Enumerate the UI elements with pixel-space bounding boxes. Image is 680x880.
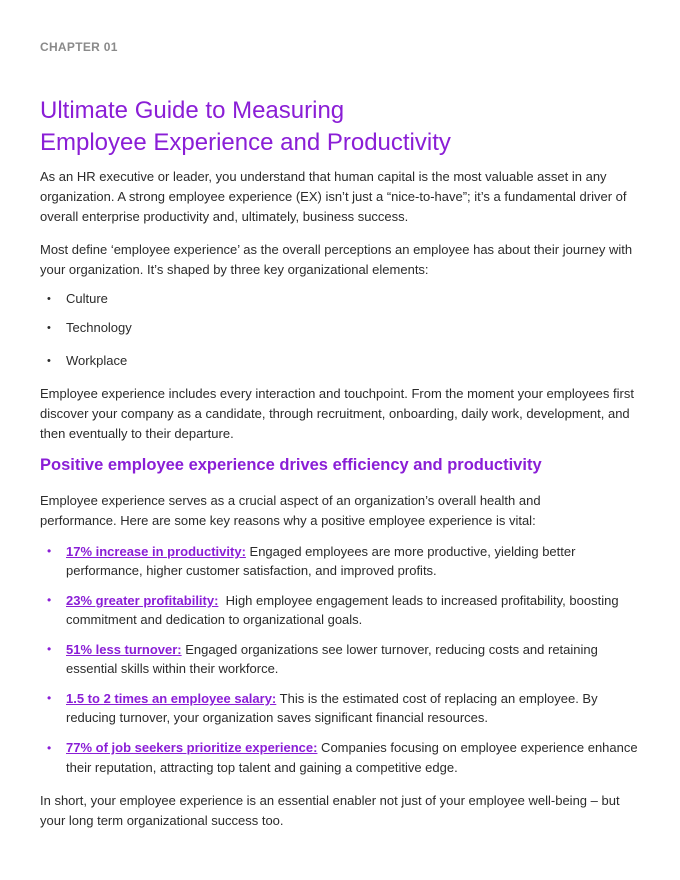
stat-link[interactable]: 17% increase in productivity: — [66, 544, 246, 559]
bullet-icon: • — [47, 322, 51, 334]
stat-text: Companies focusing on employee experience enhance their reputation, attracting top talent and gaining a competitive edge. — [66, 740, 638, 775]
stat-text: High employee engagement leads to increased profitability, boosting commitment and dedication to organizational goals. — [66, 593, 623, 627]
page-title-line-1: Ultimate Guide to Measuring — [40, 97, 345, 124]
bullet-icon: • — [47, 293, 51, 305]
bullet-icon: • — [47, 355, 51, 367]
touchpoint-paragraph: Employee experience includes every interaction and touchpoint. From the moment your employees first discover your company as a candidate, through recruitment, onboarding, daily work, development, and then eventually to their departure. — [40, 386, 634, 441]
section-intro-paragraph: Employee experience serves as a crucial aspect of an organization’s overall health and performance. Here are some key reasons why a positive employee experience is vital: — [40, 493, 541, 528]
document-page: CHAPTER 01 Ultimate Guide to Measuring Employee Experience and Productivity As an HR executive or leader, you understand that human capital is the most valuable asset in any organization. A strong employee experience (EX) isn’t just a “nice-to-have”; it’s a fundamental driver of overall enterprise productivity and, ultimately, business success. Most define ‘employee experience’ as the overall perceptions an employee has about their journey with your organization. It’s shaped by three key organizational elements: • Culture • Technology • Workplace Employee experience includes every interaction and touchpoint. From the moment your employees first discover your company as a candidate, through recruitment, onboarding, daily work, development, and then eventually to their departure. Positive employee experience drives efficiency and productivity Employee experience serves as a crucial aspect of an organization’s overall health and performance. Here are some key reasons why a positive employee experience is vital: • 17% increase in productivity: Engaged employees are more productive, yielding better performance, higher customer satisfaction, and improved profits. • 23% greater profitability: High employee engagement leads to increased profitability, boosting commitment and dedication to organizational goals. • 51% less turnover: Engaged organizations see lower turnover, reducing costs and retaining essential skills within their workforce. • 1.5 to 2 times an employee salary: This is the estimated cost of replacing an employee. By reducing turnover, your organization saves significant financial resources. • 77% of job seekers prioritize experience: Companies focusing on employee experience enhance their reputation, attracting top talent and gaining a competitive edge. In short, your employee experience is an essential enabler not just of your employee well-being – but your long term organizational success too. — [0, 0, 680, 880]
section-heading: Positive employee experience drives efficiency and productivity — [40, 456, 542, 474]
stat-link[interactable]: 77% of job seekers prioritize experience: — [66, 740, 318, 755]
stat-text: This is the estimated cost of replacing an employee. By reducing turnover, your organization saves significant financial resources. — [66, 691, 598, 725]
page-title — [40, 95, 451, 159]
stat-link[interactable]: 51% less turnover: — [66, 642, 182, 657]
stat-link[interactable]: 1.5 to 2 times an employee salary: — [66, 691, 277, 706]
bullet-icon: • — [47, 544, 52, 558]
chapter-label: CHAPTER 01 — [40, 40, 118, 54]
definition-paragraph: Most define ‘employee experience’ as the overall perceptions an employee has about their journey with your organization. It’s shaped by three key organizational elements: — [40, 242, 633, 277]
bullet-icon: • — [47, 691, 52, 705]
bullet-icon: • — [47, 642, 52, 656]
page-title-line-2: Employee Experience and Productivity — [40, 129, 451, 156]
intro-paragraph: As an HR executive or leader, you understand that human capital is the most valuable asset in any organization. A strong employee experience (EX) isn’t just a “nice-to-have”; it’s a fundamental driver of overall enterprise productivity and, ultimately, business success. — [40, 169, 627, 224]
stat-text: Engaged organizations see lower turnover, reducing costs and retaining essential skills within their workforce. — [66, 642, 598, 676]
closing-paragraph: In short, your employee experience is an essential enabler not just of your employee well-being – but your long term organizational success too. — [40, 793, 620, 828]
bullet-icon: • — [47, 593, 52, 607]
bullet-icon: • — [47, 741, 52, 755]
stat-link[interactable]: 23% greater profitability: — [66, 593, 219, 608]
stat-text: Engaged employees are more productive, yielding better performance, higher customer satisfaction, and improved profits. — [66, 544, 576, 578]
